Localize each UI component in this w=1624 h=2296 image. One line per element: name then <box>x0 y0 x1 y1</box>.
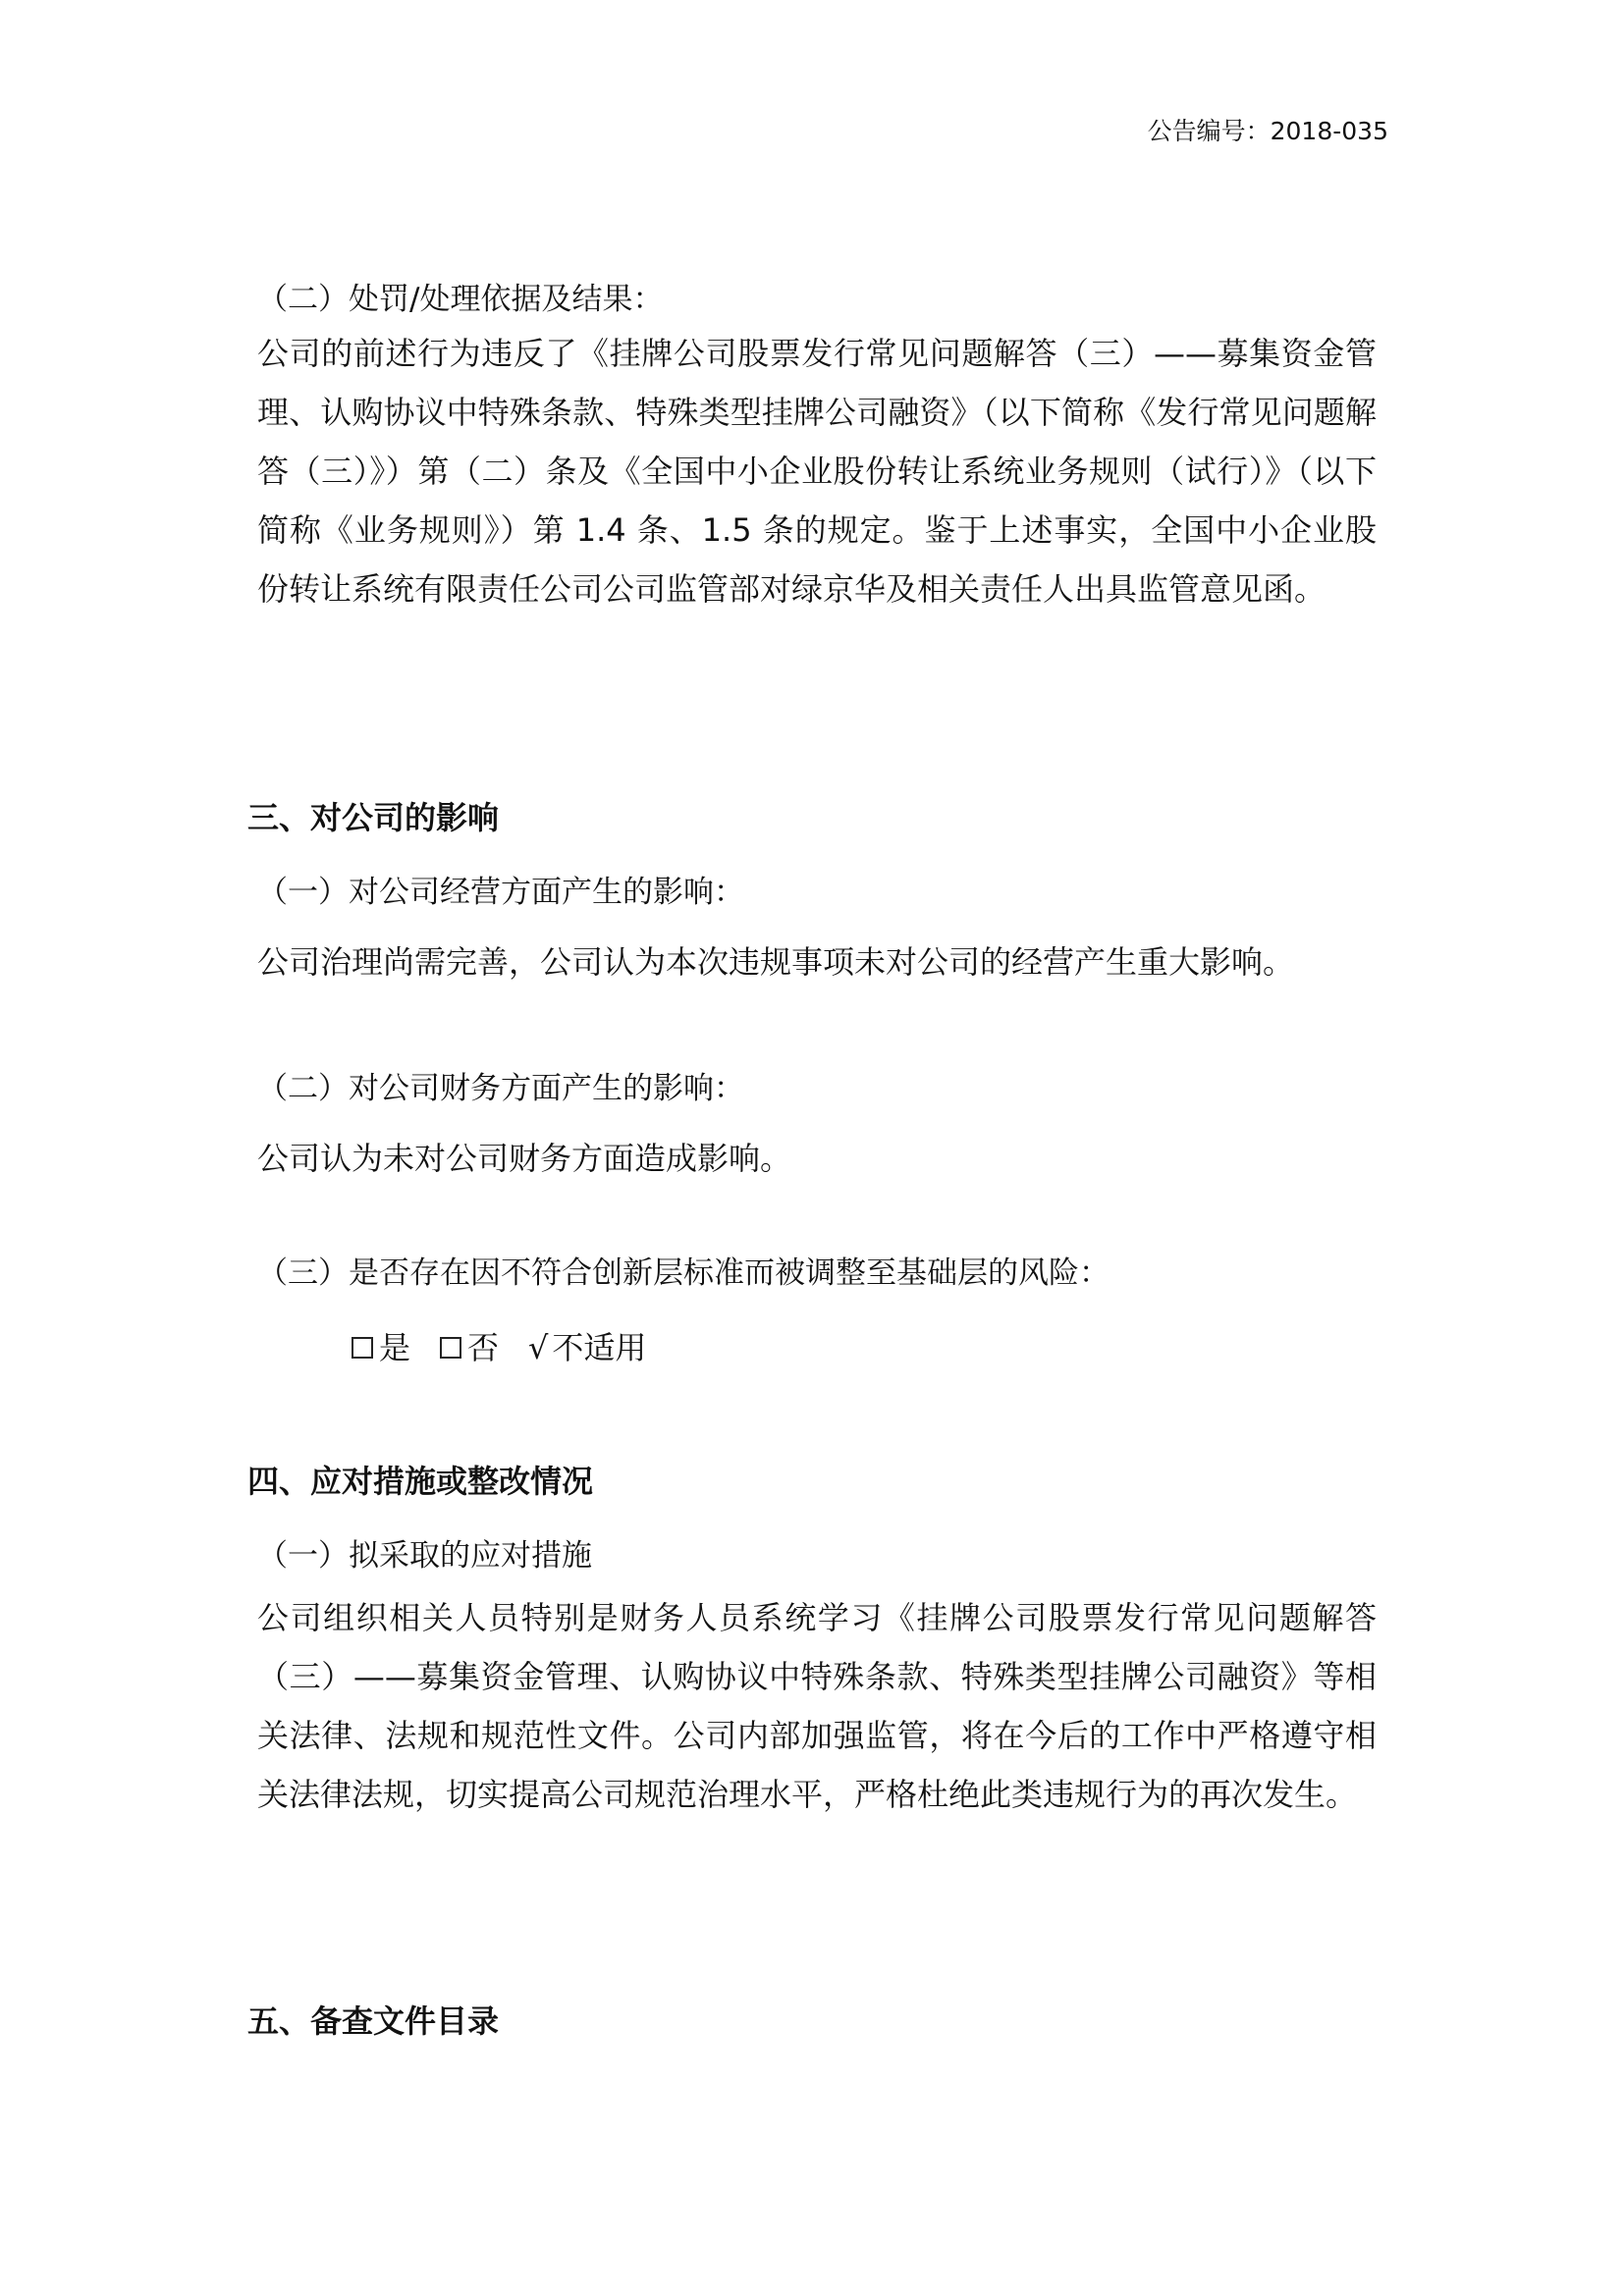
penalty-basis-paragraph: 公司的前述行为违反了《挂牌公司股票发行常见问题解答（三）——募集资金管理、认购协议中特殊条款、特殊类型挂牌公司融资》（以下简称《发行常见问题解答（三）》）第（二）条及《全国中小企业股份转让系统业务规则（试行）》（以下简称《业务规则》）第 1.4 条、1.5 条的规定。鉴于上述事实，全国中小企业股份转让系统有限责任公司公司监管部对绿京华及相关责任人出具监管意见函。 <box>257 335 1377 608</box>
operations-impact-paragraph: 公司治理尚需完善，公司认为本次违规事项未对公司的经营产生重大影响。 <box>257 943 1295 981</box>
tier-risk-title: （三）是否存在因不符合创新层标准而被调整至基础层的风险： <box>257 1255 1110 1291</box>
checkbox-empty-icon[interactable] <box>352 1337 373 1359</box>
section-3-heading: 三、对公司的影响 <box>247 799 500 836</box>
penalty-basis-paragraph-block <box>257 324 1377 618</box>
option-yes-label: 是 <box>379 1329 411 1366</box>
option-no[interactable] <box>440 1323 499 1372</box>
finance-impact-paragraph: 公司认为未对公司财务方面造成影响。 <box>257 1140 792 1177</box>
measures-block <box>257 1531 1377 1580</box>
check-mark-icon: √ <box>528 1329 549 1366</box>
tier-risk-options <box>352 1323 676 1372</box>
penalty-basis-title: （二）处罚/处理依据及结果： <box>257 282 664 317</box>
penalty-basis-block <box>257 275 1377 324</box>
option-not-applicable-label: 不适用 <box>552 1329 647 1366</box>
section-4-heading: 四、应对措施或整改情况 <box>247 1463 594 1500</box>
operations-impact-title: （一）对公司经营方面产生的影响： <box>257 875 744 910</box>
measures-paragraph: 公司组织相关人员特别是财务人员系统学习《挂牌公司股票发行常见问题解答（三）——募集资金管理、认购协议中特殊条款、特殊类型挂牌公司融资》等相关法律、法规和规范性文件。公司内部加强监管，将在今后的工作中严格遵守相关法律法规，切实提高公司规范治理水平，严格杜绝此类违规行为的再次发生。 <box>257 1599 1377 1813</box>
operations-impact-paragraph-block <box>257 933 1377 991</box>
option-no-label: 否 <box>467 1329 500 1366</box>
finance-impact-title: （二）对公司财务方面产生的影响： <box>257 1071 744 1106</box>
operations-impact-block <box>257 868 1377 917</box>
measures-title: （一）拟采取的应对措施 <box>257 1538 592 1574</box>
option-yes[interactable] <box>352 1323 410 1372</box>
finance-impact-block <box>257 1064 1377 1113</box>
tier-risk-block <box>257 1249 1377 1298</box>
checkbox-empty-icon[interactable] <box>440 1337 461 1359</box>
section-5-heading: 五、备查文件目录 <box>247 2002 500 2040</box>
announcement-number: 公告编号：2018-035 <box>1147 117 1388 145</box>
measures-paragraph-block <box>257 1588 1377 1824</box>
finance-impact-paragraph-block <box>257 1129 1377 1188</box>
option-not-applicable[interactable] <box>528 1323 646 1372</box>
